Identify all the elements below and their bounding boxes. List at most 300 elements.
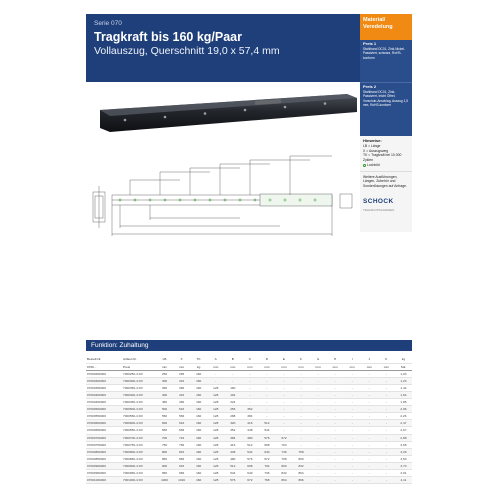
table-cell: 128 xyxy=(207,462,224,469)
table-cell: 800 xyxy=(156,448,173,455)
table-cell: 265 xyxy=(173,370,190,377)
table-cell: 192 xyxy=(224,391,241,398)
table-cell: 736 xyxy=(258,470,275,477)
table-cell: - xyxy=(241,370,258,377)
table-cell: 7000450-4 DX xyxy=(122,399,156,406)
table-cell: 2,67 xyxy=(395,427,412,434)
table-cell: 512 xyxy=(241,441,258,448)
table-cell: 900 xyxy=(156,462,173,469)
table-cell: - xyxy=(344,384,361,391)
table-cell: 160 xyxy=(190,399,207,406)
table-cell: - xyxy=(293,370,310,377)
table-cell: 616 xyxy=(173,420,190,427)
column-header: Bestell-Nr. xyxy=(86,356,122,363)
table-cell: - xyxy=(310,399,327,406)
series-label: Serie 070 xyxy=(94,20,122,27)
note-item: LB = Länge xyxy=(363,143,381,148)
table-cell: 128 xyxy=(207,420,224,427)
table-row xyxy=(86,462,412,469)
table-cell: - xyxy=(310,384,327,391)
table-cell: 128 xyxy=(207,455,224,462)
table-cell: - xyxy=(293,391,310,398)
table-cell: 07000300000 xyxy=(86,377,122,384)
table-cell: - xyxy=(344,441,361,448)
table-cell: 600 xyxy=(156,420,173,427)
table-cell: - xyxy=(361,462,378,469)
table-cell: - xyxy=(361,434,378,441)
material-block-2 xyxy=(360,82,412,136)
table-cell: 07000250000 xyxy=(86,370,122,377)
column-unit: mm xyxy=(310,363,327,370)
table-cell: 3,08 xyxy=(395,441,412,448)
table-cell: 2,06 xyxy=(395,406,412,413)
table-cell: 7000650-4 DX xyxy=(122,427,156,434)
table-cell: - xyxy=(378,470,395,477)
table-cell: 608 xyxy=(258,441,275,448)
table-row xyxy=(86,441,412,448)
table-cell: - xyxy=(361,399,378,406)
table-cell: - xyxy=(310,462,327,469)
table-cell: - xyxy=(344,377,361,384)
table-cell: 160 xyxy=(190,406,207,413)
table-cell: 128 xyxy=(207,427,224,434)
document-header xyxy=(86,14,360,82)
table-cell: 800 xyxy=(293,455,310,462)
table-cell: 07000450000 xyxy=(86,399,122,406)
table-cell: 7000600-4 DX xyxy=(122,420,156,427)
table-cell: 7000750-4 DX xyxy=(122,441,156,448)
note-item: Lochbild xyxy=(367,162,380,167)
table-cell: - xyxy=(258,399,275,406)
table-cell: 448 xyxy=(224,448,241,455)
table-cell: - xyxy=(310,413,327,420)
table-cell: - xyxy=(361,455,378,462)
table-cell: - xyxy=(293,427,310,434)
table-cell: 128 xyxy=(207,406,224,413)
table-cell: - xyxy=(224,377,241,384)
table-cell: - xyxy=(310,434,327,441)
table-cell: 544 xyxy=(241,448,258,455)
table-cell: 160 xyxy=(190,391,207,398)
table-cell: 3,50 xyxy=(395,455,412,462)
table-cell: 966 xyxy=(173,470,190,477)
table-cell: - xyxy=(378,427,395,434)
table-cell: 450 xyxy=(156,399,173,406)
table-cell: 816 xyxy=(173,448,190,455)
table-row xyxy=(86,427,412,434)
table-cell: - xyxy=(327,477,344,484)
table-cell: 384 xyxy=(224,434,241,441)
table-cell: 7001000-4 DX xyxy=(122,477,156,484)
table-cell: 7000550-4 DX xyxy=(122,413,156,420)
table-cell: - xyxy=(378,413,395,420)
table-cell: 640 xyxy=(258,448,275,455)
table-cell: - xyxy=(275,377,292,384)
table-cell: - xyxy=(361,448,378,455)
table-cell: - xyxy=(378,462,395,469)
table-cell: - xyxy=(275,370,292,377)
table-cell: 1,64 xyxy=(395,391,412,398)
article-table xyxy=(86,356,412,484)
table-cell: 768 xyxy=(293,448,310,455)
hole-pattern-icon xyxy=(363,164,366,167)
table-cell: - xyxy=(378,448,395,455)
table-cell: 500 xyxy=(156,406,173,413)
table-cell: - xyxy=(361,420,378,427)
table-cell: - xyxy=(378,455,395,462)
table-cell: - xyxy=(310,427,327,434)
table-cell: 466 xyxy=(173,399,190,406)
table-cell: - xyxy=(361,441,378,448)
table-cell: - xyxy=(293,384,310,391)
table-cell: - xyxy=(361,477,378,484)
column-unit: mm xyxy=(241,363,258,370)
table-cell: - xyxy=(293,413,310,420)
column-unit: mm xyxy=(258,363,275,370)
table-cell: 672 xyxy=(275,434,292,441)
table-cell: 576 xyxy=(258,434,275,441)
note-item: X = Auszugsweg xyxy=(363,148,389,153)
table-cell: 950 xyxy=(156,470,173,477)
table-cell: 864 xyxy=(275,477,292,484)
table-cell: - xyxy=(327,399,344,406)
table-cell: 7000400-4 DX xyxy=(122,391,156,398)
table-cell: - xyxy=(241,399,258,406)
table-cell: - xyxy=(224,370,241,377)
table-cell: - xyxy=(327,370,344,377)
table-cell: - xyxy=(361,377,378,384)
table-cell: - xyxy=(275,384,292,391)
table-cell: 544 xyxy=(258,427,275,434)
table-cell: 2,47 xyxy=(395,420,412,427)
table-cell: - xyxy=(310,448,327,455)
table-cell: 07000350000 xyxy=(86,384,122,391)
table-cell: 160 xyxy=(190,427,207,434)
table-cell: 480 xyxy=(241,434,258,441)
table-cell: - xyxy=(258,413,275,420)
column-header: Artikel-Nr. xyxy=(122,356,156,363)
table-row xyxy=(86,377,412,384)
table-cell: - xyxy=(361,470,378,477)
table-cell: 366 xyxy=(173,384,190,391)
technical-drawing xyxy=(90,150,358,242)
table-subheader-row xyxy=(86,363,412,370)
table-row xyxy=(86,413,412,420)
column-unit: mm xyxy=(293,363,310,370)
table-cell: 916 xyxy=(173,462,190,469)
sidebar xyxy=(360,14,412,232)
note-item-lochbild xyxy=(363,163,409,168)
table-cell: 07000650000 xyxy=(86,427,122,434)
table-cell: 864 xyxy=(293,470,310,477)
table-cell: - xyxy=(361,370,378,377)
column-header: LB xyxy=(156,356,173,363)
table-cell: 832 xyxy=(275,470,292,477)
table-cell: - xyxy=(327,470,344,477)
table-cell: 1,44 xyxy=(395,384,412,391)
table-row xyxy=(86,399,412,406)
column-header: A xyxy=(207,356,224,363)
column-header: TK xyxy=(190,356,207,363)
table-cell: - xyxy=(327,448,344,455)
table-cell: 160 xyxy=(190,434,207,441)
table-cell: - xyxy=(344,470,361,477)
table-cell: - xyxy=(275,406,292,413)
column-header: J xyxy=(361,356,378,363)
table-cell: 800 xyxy=(275,462,292,469)
column-header: kg xyxy=(395,356,412,363)
column-unit: mm xyxy=(361,363,378,370)
table-cell: 704 xyxy=(275,441,292,448)
table-cell: 128 xyxy=(207,434,224,441)
table-cell: 128 xyxy=(207,441,224,448)
table-cell: 07000800000 xyxy=(86,448,122,455)
table-cell: 160 xyxy=(190,470,207,477)
table-cell: - xyxy=(327,377,344,384)
note-item: TK = Tragkraft bei 10.000 Zyklen xyxy=(363,153,402,163)
column-header: B xyxy=(224,356,241,363)
table-cell: - xyxy=(293,399,310,406)
table-cell: 300 xyxy=(156,377,173,384)
table-cell: - xyxy=(327,434,344,441)
table-cell: - xyxy=(361,406,378,413)
table-cell: 160 xyxy=(224,384,241,391)
table-cell: 704 xyxy=(258,462,275,469)
table-cell: 07000750000 xyxy=(86,441,122,448)
table-cell: - xyxy=(327,462,344,469)
table-cell: 766 xyxy=(173,441,190,448)
table-cell: 07000900000 xyxy=(86,462,122,469)
table-cell: - xyxy=(207,377,224,384)
column-unit: mm xyxy=(378,363,395,370)
table-cell: - xyxy=(258,377,275,384)
table-cell: - xyxy=(293,406,310,413)
table-row xyxy=(86,420,412,427)
table-cell: - xyxy=(327,406,344,413)
table-row xyxy=(86,477,412,484)
table-cell: 768 xyxy=(275,455,292,462)
column-header: E xyxy=(275,356,292,363)
material-block-2-label: Preis 2 xyxy=(363,84,377,89)
table-cell: - xyxy=(241,377,258,384)
table-cell: 07000700000 xyxy=(86,434,122,441)
table-header-row xyxy=(86,356,412,363)
table-cell: - xyxy=(378,370,395,377)
table-cell: - xyxy=(344,420,361,427)
material-block-2-text: Stahlband DC01, Zink-Passiviert, leicht Ölfrei, Vorschub-Anschlag, Auszug 1,5 mm, RoHS-konform xyxy=(363,89,409,108)
table-cell: 3,29 xyxy=(395,448,412,455)
table-cell: 866 xyxy=(173,455,190,462)
table-cell: 666 xyxy=(173,427,190,434)
table-cell: 672 xyxy=(258,455,275,462)
column-header: X xyxy=(173,356,190,363)
table-cell: - xyxy=(378,477,395,484)
table-cell: 128 xyxy=(207,470,224,477)
table-cell: 2,26 xyxy=(395,413,412,420)
material-block-1 xyxy=(360,40,412,82)
table-cell: - xyxy=(361,384,378,391)
table-row xyxy=(86,384,412,391)
table-cell: - xyxy=(361,413,378,420)
table-cell: 160 xyxy=(190,441,207,448)
table-cell: 160 xyxy=(190,477,207,484)
table-cell: 1,85 xyxy=(395,399,412,406)
table-cell: 288 xyxy=(224,413,241,420)
table-row xyxy=(86,455,412,462)
table-cell: 512 xyxy=(258,420,275,427)
table-cell: - xyxy=(258,406,275,413)
table-cell: 7000500-4 DX xyxy=(122,406,156,413)
table-cell: - xyxy=(327,420,344,427)
table-cell: - xyxy=(378,420,395,427)
table-cell: - xyxy=(327,455,344,462)
table-cell: - xyxy=(378,434,395,441)
table-cell: 716 xyxy=(173,434,190,441)
table-cell: - xyxy=(275,420,292,427)
table-cell: 160 xyxy=(190,370,207,377)
table-cell: - xyxy=(293,420,310,427)
table-cell: - xyxy=(378,406,395,413)
column-header: C xyxy=(241,356,258,363)
table-cell: - xyxy=(327,391,344,398)
table-cell: - xyxy=(207,370,224,377)
table-cell: 352 xyxy=(224,427,241,434)
column-header: G xyxy=(310,356,327,363)
material-block-1-label: Preis 1 xyxy=(363,41,377,46)
table-body xyxy=(86,370,412,484)
table-cell: 832 xyxy=(293,462,310,469)
table-cell: 07000850000 xyxy=(86,455,122,462)
table-cell: 250 xyxy=(156,370,173,377)
table-cell: 3,91 xyxy=(395,470,412,477)
table-cell: - xyxy=(327,384,344,391)
table-cell: 576 xyxy=(224,477,241,484)
table-cell: 544 xyxy=(224,470,241,477)
column-header: H xyxy=(327,356,344,363)
table-cell: 650 xyxy=(156,427,173,434)
table-cell: - xyxy=(310,477,327,484)
column-unit: mm xyxy=(207,363,224,370)
table-cell: 128 xyxy=(207,477,224,484)
column-unit: mm xyxy=(173,363,190,370)
table-cell: 2,88 xyxy=(395,434,412,441)
table-cell: 256 xyxy=(224,406,241,413)
table-title: Funktion: Zuhaltung xyxy=(86,340,412,351)
table-cell: 7000250-4 DX xyxy=(122,370,156,377)
table-cell: 7000700-4 DX xyxy=(122,434,156,441)
page-title: Tragkraft bis 160 kg/Paar xyxy=(94,30,242,44)
table-cell: - xyxy=(344,370,361,377)
table-cell: 3,70 xyxy=(395,462,412,469)
table-row xyxy=(86,470,412,477)
table-cell: 608 xyxy=(241,462,258,469)
table-cell: - xyxy=(344,427,361,434)
table-cell: - xyxy=(258,370,275,377)
table-cell: 4,11 xyxy=(395,477,412,484)
table-cell: - xyxy=(275,391,292,398)
table-cell: 128 xyxy=(207,384,224,391)
table-cell: 1000 xyxy=(156,477,173,484)
table-cell: - xyxy=(378,384,395,391)
table-cell: - xyxy=(344,406,361,413)
table-cell: 400 xyxy=(156,391,173,398)
table-cell: 224 xyxy=(224,399,241,406)
column-header: D xyxy=(258,356,275,363)
table-cell: 7000800-4 DX xyxy=(122,448,156,455)
table-cell: - xyxy=(310,470,327,477)
table-cell: 350 xyxy=(156,384,173,391)
column-unit: mm xyxy=(156,363,173,370)
table-cell: - xyxy=(344,462,361,469)
table-cell: - xyxy=(378,441,395,448)
column-unit: kg xyxy=(190,363,207,370)
notes-heading: Hinweise: xyxy=(363,138,382,143)
table-cell: - xyxy=(344,477,361,484)
table-cell: - xyxy=(344,448,361,455)
table-cell: - xyxy=(310,420,327,427)
table-cell: 160 xyxy=(190,413,207,420)
table-cell: - xyxy=(378,399,395,406)
table-row xyxy=(86,370,412,377)
table-cell: - xyxy=(344,413,361,420)
column-header: F xyxy=(293,356,310,363)
column-header: I xyxy=(344,356,361,363)
table-cell: 07000550000 xyxy=(86,413,122,420)
product-photo xyxy=(95,90,360,140)
table-cell: - xyxy=(361,391,378,398)
table-cell: 416 xyxy=(173,391,190,398)
table-cell: 07000600000 xyxy=(86,420,122,427)
table-cell: 700 xyxy=(156,434,173,441)
table-cell: 7000900-4 DX xyxy=(122,462,156,469)
table-cell: - xyxy=(258,391,275,398)
column-unit: 0700... xyxy=(86,363,122,370)
table-cell: - xyxy=(293,434,310,441)
table-cell: 736 xyxy=(275,448,292,455)
table-cell: - xyxy=(344,434,361,441)
sidebar-heading: Material/ Veredelung xyxy=(360,14,412,40)
table-cell: - xyxy=(344,455,361,462)
table-cell: - xyxy=(241,384,258,391)
brand-logo xyxy=(363,195,409,213)
table-cell: - xyxy=(327,427,344,434)
table-cell: 7000350-4 DX xyxy=(122,384,156,391)
table-cell: - xyxy=(293,377,310,384)
table-cell: 566 xyxy=(173,413,190,420)
table-cell: 384 xyxy=(241,413,258,420)
table-cell: 7000850-4 DX xyxy=(122,455,156,462)
table-cell: 160 xyxy=(190,448,207,455)
table-cell: - xyxy=(310,370,327,377)
table-row xyxy=(86,434,412,441)
table-cell: - xyxy=(293,441,310,448)
table-cell: 320 xyxy=(224,420,241,427)
column-header: K xyxy=(378,356,395,363)
table-cell: 512 xyxy=(224,462,241,469)
table-cell: 128 xyxy=(207,413,224,420)
material-block-1-text: Stahlband DC01, Zink-Nickel-Passiviert, schwarz, RoHS-konform xyxy=(363,46,405,60)
table-cell: 316 xyxy=(173,377,190,384)
table-cell: 416 xyxy=(224,441,241,448)
table-cell: 1,23 xyxy=(395,377,412,384)
table-cell: 07000500000 xyxy=(86,406,122,413)
table-cell: 352 xyxy=(241,406,258,413)
table-cell: 896 xyxy=(293,477,310,484)
table-row xyxy=(86,391,412,398)
info-text: Weitere Ausführungen, Längen, Zubehör und Sonderlösungen auf Anfrage. xyxy=(360,171,412,192)
table-cell: - xyxy=(310,441,327,448)
table-cell: 672 xyxy=(241,477,258,484)
